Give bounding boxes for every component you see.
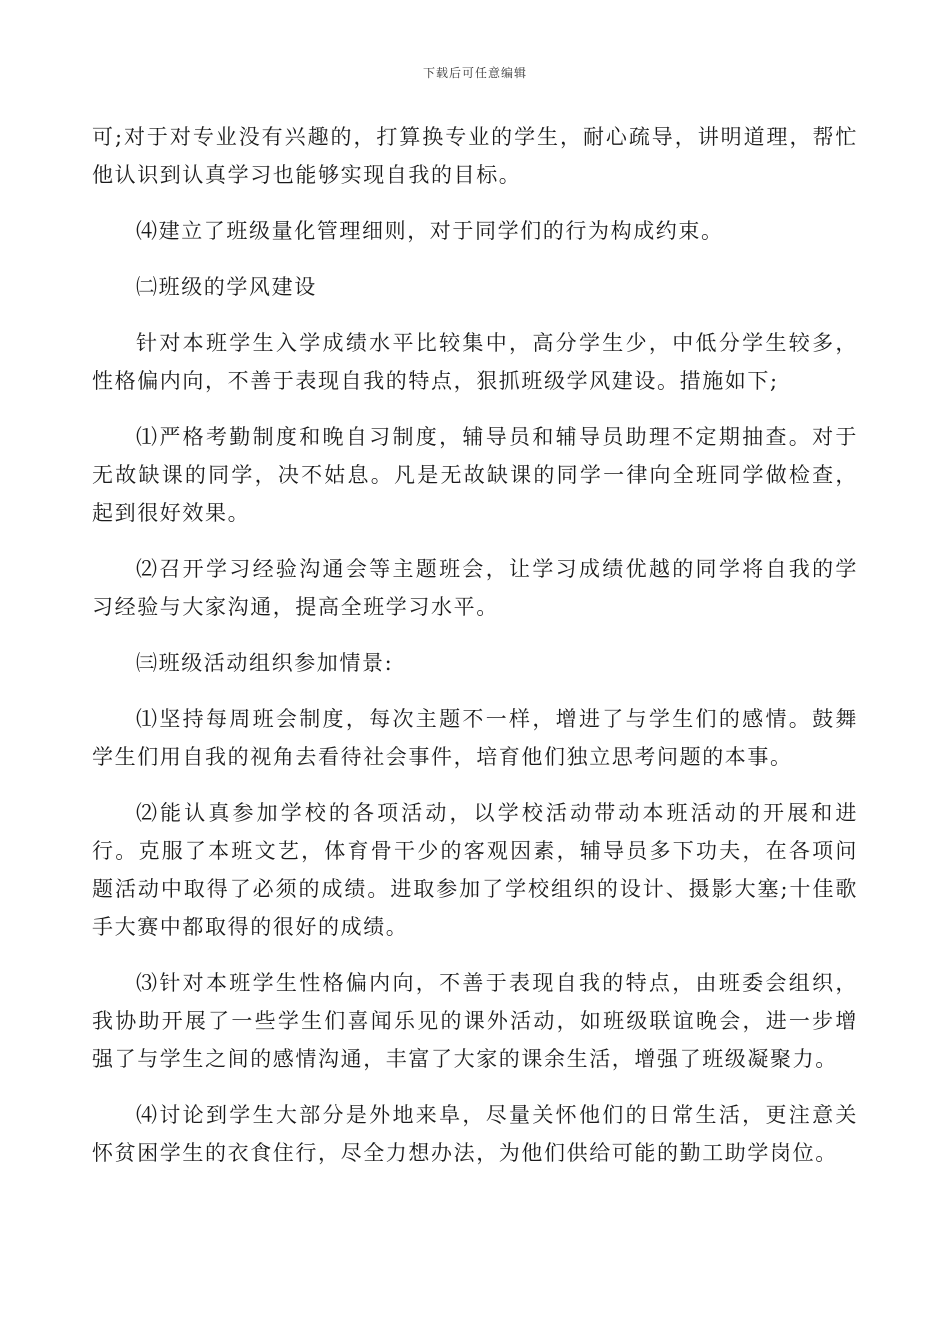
paragraph-study-style-intro: 针对本班学生入学成绩水平比较集中，高分学生少，中低分学生较多，性格偏内向，不善于表现自我的特点，狠抓班级学风建设。措施如下;	[92, 331, 858, 393]
paragraph-activity-2-school: ⑵能认真参加学校的各项活动，以学校活动带动本班活动的开展和进行。克服了本班文艺，体育骨干少的客观因素，辅导员多下功夫，在各项问题活动中取得了必须的成绩。进取参加了学校组织的设计、摄影大塞;十佳歌手大赛中都取得的很好的成绩。	[92, 801, 858, 939]
section-heading-study-style: ㈡班级的学风建设	[136, 275, 317, 299]
paragraph-continuation: 可;对于对专业没有兴趣的，打算换专业的学生，耐心疏导，讲明道理，帮忙他认识到认真学习也能够实现自我的目标。	[92, 125, 858, 187]
section-heading-activities: ㈢班级活动组织参加情景:	[136, 651, 394, 675]
paragraph-item-4-rules: ⑷建立了班级量化管理细则，对于同学们的行为构成约束。	[136, 219, 724, 243]
paragraph-activity-1-weekly: ⑴坚持每周班会制度，每次主题不一样，增进了与学生们的感情。鼓舞学生们用自我的视角去看待社会事件，培育他们独立思考问题的本事。	[92, 707, 858, 769]
paragraph-activity-4-care: ⑷讨论到学生大部分是外地来阜，尽量关怀他们的日常生活，更注意关怀贫困学生的衣食住行，尽全力想办法，为他们供给可能的勤工助学岗位。	[92, 1103, 858, 1165]
page-header: 下载后可任意编辑	[422, 66, 527, 80]
paragraph-item-1-attendance: ⑴严格考勤制度和晚自习制度，辅导员和辅导员助理不定期抽查。对于无故缺课的同学，决不姑息。凡是无故缺课的同学一律向全班同学做检查，起到很好效果。	[92, 425, 858, 525]
document-body	[92, 118, 858, 1172]
paragraph-activity-3-extracurricular: ⑶针对本班学生性格偏内向，不善于表现自我的特点，由班委会组织，我协助开展了一些学生们喜闻乐见的课外活动，如班级联谊晚会，进一步增强了与学生之间的感情沟通，丰富了大家的课余生活，增强了班级凝聚力。	[92, 971, 858, 1071]
paragraph-item-2-meetings: ⑵召开学习经验沟通会等主题班会，让学习成绩优越的同学将自我的学习经验与大家沟通，提高全班学习水平。	[92, 557, 858, 619]
